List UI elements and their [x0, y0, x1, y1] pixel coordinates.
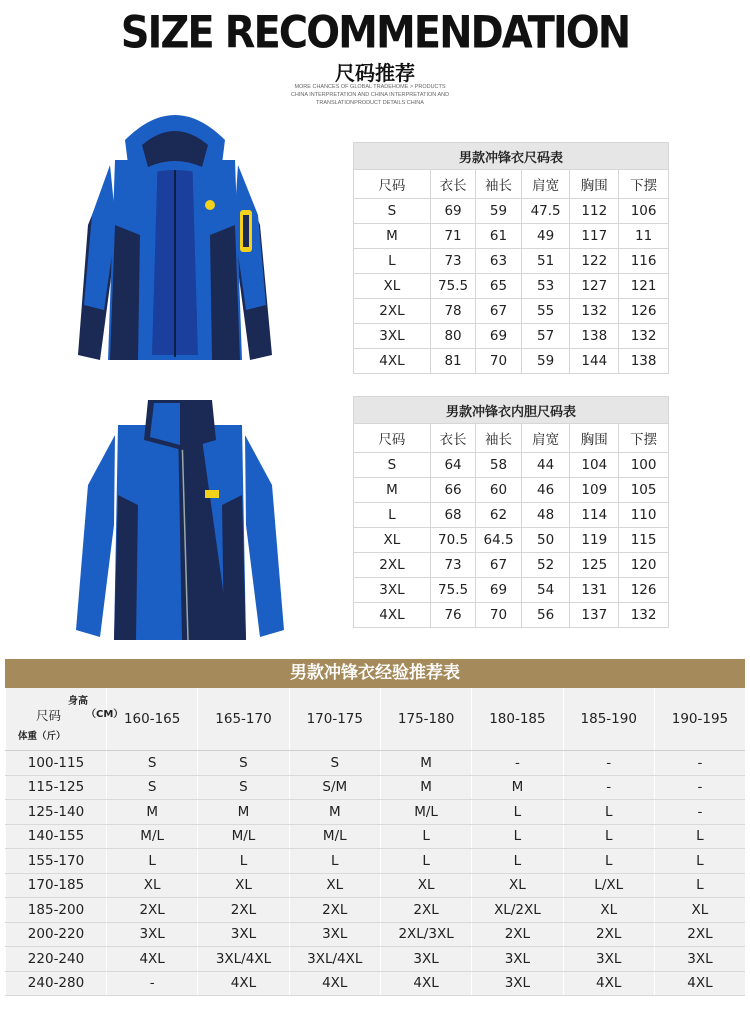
- table-row: [354, 578, 669, 603]
- table-cell: 52: [521, 553, 570, 578]
- size-cell: XL: [380, 873, 471, 898]
- size-cell: 4XL: [563, 971, 654, 996]
- size-cell: L: [563, 849, 654, 874]
- size-cell: 2XL: [380, 898, 471, 923]
- table-cell: 104: [570, 453, 619, 478]
- table-cell: 114: [570, 503, 619, 528]
- table-cell: 58: [476, 453, 521, 478]
- table-row: [354, 249, 669, 274]
- table-cell: 67: [476, 299, 521, 324]
- table-row: [354, 324, 669, 349]
- size-cell: L: [654, 849, 745, 874]
- recommend-row: [6, 873, 746, 898]
- size-cell: M/L: [289, 824, 380, 849]
- table-cell: 66: [430, 478, 475, 503]
- table-cell: 70.5: [430, 528, 475, 553]
- table-cell: 51: [521, 249, 570, 274]
- table-cell: 67: [476, 553, 521, 578]
- table-row: [354, 349, 669, 374]
- table-cell: 68: [430, 503, 475, 528]
- size-cell: -: [563, 775, 654, 800]
- table-cell: 46: [521, 478, 570, 503]
- recommend-table: [5, 688, 745, 996]
- weight-cell: 185-200: [6, 898, 107, 923]
- size-cell: XL: [107, 873, 198, 898]
- recommend-row: [6, 800, 746, 825]
- table-cell: 55: [521, 299, 570, 324]
- table-cell: 73: [430, 249, 475, 274]
- table-cell: 60: [476, 478, 521, 503]
- table-cell: S: [354, 199, 431, 224]
- size-cell: 4XL: [380, 971, 471, 996]
- size-cell: M: [198, 800, 289, 825]
- size-cell: L: [472, 800, 563, 825]
- table-cell: 112: [570, 199, 619, 224]
- table-cell: 75.5: [430, 274, 475, 299]
- table-cell: 65: [476, 274, 521, 299]
- header-cell: 下摆: [619, 424, 669, 453]
- weight-cell: 115-125: [6, 775, 107, 800]
- size-cell: 3XL: [107, 922, 198, 947]
- page-title: SIZE RECOMMENDATION: [120, 7, 630, 59]
- table-cell: L: [354, 249, 431, 274]
- recommend-row: [6, 898, 746, 923]
- table-cell: 80: [430, 324, 475, 349]
- weight-cell: 170-185: [6, 873, 107, 898]
- table-cell: 110: [619, 503, 669, 528]
- weight-cell: 220-240: [6, 947, 107, 972]
- table-header-row: [354, 424, 669, 453]
- size-cell: M: [289, 800, 380, 825]
- fleece-jacket-image: [70, 395, 290, 645]
- table-cell: 116: [619, 249, 669, 274]
- size-cell: L: [107, 849, 198, 874]
- table-cell: 56: [521, 603, 570, 628]
- table-cell: 69: [430, 199, 475, 224]
- table-cell: 109: [570, 478, 619, 503]
- size-cell: XL: [654, 898, 745, 923]
- size-cell: L: [380, 824, 471, 849]
- corner-cell: [6, 688, 124, 751]
- size-cell: L/XL: [563, 873, 654, 898]
- size-cell: 2XL: [198, 898, 289, 923]
- height-header-cell: 190-195: [654, 688, 745, 751]
- table-cell: 125: [570, 553, 619, 578]
- table-cell: 64.5: [476, 528, 521, 553]
- recommend-row: [6, 775, 746, 800]
- table-cell: 57: [521, 324, 570, 349]
- weight-cell: 240-280: [6, 971, 107, 996]
- table-cell: 73: [430, 553, 475, 578]
- size-cell: L: [654, 873, 745, 898]
- height-header-cell: 180-185: [472, 688, 563, 751]
- table-cell: 69: [476, 578, 521, 603]
- table-cell: 105: [619, 478, 669, 503]
- table-cell: 76: [430, 603, 475, 628]
- size-cell: -: [654, 751, 745, 776]
- jacket-size-table: [353, 142, 669, 374]
- size-cell: 4XL: [198, 971, 289, 996]
- size-cell: 3XL/4XL: [198, 947, 289, 972]
- header-cell: 胸围: [570, 424, 619, 453]
- height-header-cell: 160-165: [107, 688, 198, 751]
- table-cell: 2XL: [354, 299, 431, 324]
- size-cell: XL/2XL: [472, 898, 563, 923]
- size-cell: S: [107, 775, 198, 800]
- size-cell: S: [107, 751, 198, 776]
- table-cell: S: [354, 453, 431, 478]
- size-cell: 2XL: [654, 922, 745, 947]
- table-row: [354, 199, 669, 224]
- size-cell: 2XL: [107, 898, 198, 923]
- table-cell: 126: [619, 578, 669, 603]
- table-cell: 71: [430, 224, 475, 249]
- table-cell: XL: [354, 528, 431, 553]
- table-cell: 11: [619, 224, 669, 249]
- table-cell: 121: [619, 274, 669, 299]
- size-cell: L: [289, 849, 380, 874]
- table-cell: 61: [476, 224, 521, 249]
- size-cell: 3XL/4XL: [289, 947, 380, 972]
- header-cell: 衣长: [430, 170, 475, 199]
- weight-cell: 155-170: [6, 849, 107, 874]
- table-cell: 81: [430, 349, 475, 374]
- size-cell: -: [654, 775, 745, 800]
- header-note-line: TRANSLATIONPRODUCT DETAILS CHINA: [316, 100, 424, 106]
- header-cell: 衣长: [430, 424, 475, 453]
- header-cell: 胸围: [570, 170, 619, 199]
- size-cell: L: [563, 800, 654, 825]
- recommend-row: [6, 922, 746, 947]
- size-cell: XL: [563, 898, 654, 923]
- height-unit: （CM）: [86, 709, 124, 720]
- weight-cell: 125-140: [6, 800, 107, 825]
- table-cell: 78: [430, 299, 475, 324]
- table-cell: 70: [476, 603, 521, 628]
- size-cell: -: [472, 751, 563, 776]
- table-cell: 119: [570, 528, 619, 553]
- table-cell: 59: [521, 349, 570, 374]
- size-cell: 4XL: [654, 971, 745, 996]
- size-cell: 3XL: [380, 947, 471, 972]
- table-cell: 53: [521, 274, 570, 299]
- header-note-line: MORE CHANCES OF GLOBAL TRADEHOME > PRODUCTS: [294, 84, 446, 90]
- table-cell: M: [354, 224, 431, 249]
- table-cell: 127: [570, 274, 619, 299]
- size-cell: -: [563, 751, 654, 776]
- size-cell: 3XL: [472, 971, 563, 996]
- table-cell: 132: [619, 324, 669, 349]
- size-cell: 3XL: [654, 947, 745, 972]
- table-cell: 132: [619, 603, 669, 628]
- table-cell: 132: [570, 299, 619, 324]
- table-cell: 64: [430, 453, 475, 478]
- table-row: [354, 478, 669, 503]
- weight-label: 体重（斤）: [18, 731, 66, 742]
- table-cell: 69: [476, 324, 521, 349]
- size-cell: S/M: [289, 775, 380, 800]
- table-cell: 126: [619, 299, 669, 324]
- recommend-row: [6, 751, 746, 776]
- hooded-jacket-image: [70, 105, 280, 375]
- table-row: [354, 299, 669, 324]
- liner-size-table: [353, 396, 669, 628]
- size-cell: M: [107, 800, 198, 825]
- size-cell: XL: [289, 873, 380, 898]
- table-cell: 106: [619, 199, 669, 224]
- table-cell: 122: [570, 249, 619, 274]
- weight-cell: 200-220: [6, 922, 107, 947]
- table-cell: 70: [476, 349, 521, 374]
- size-cell: 2XL: [289, 898, 380, 923]
- header-cell: 下摆: [619, 170, 669, 199]
- header-note: [270, 83, 470, 107]
- table-cell: 47.5: [521, 199, 570, 224]
- table-cell: 54: [521, 578, 570, 603]
- table-row: [354, 503, 669, 528]
- table-cell: 49: [521, 224, 570, 249]
- size-cell: 4XL: [107, 947, 198, 972]
- table-row: [354, 274, 669, 299]
- size-cell: 4XL: [289, 971, 380, 996]
- size-cell: M: [380, 775, 471, 800]
- table-cell: 144: [570, 349, 619, 374]
- height-label: 身高: [68, 696, 88, 707]
- recommend-header-row: [6, 688, 746, 751]
- table-cell: 131: [570, 578, 619, 603]
- table-row: [354, 453, 669, 478]
- height-header-cell: 170-175: [289, 688, 380, 751]
- size-cell: 2XL/3XL: [380, 922, 471, 947]
- size-cell: 3XL: [289, 922, 380, 947]
- header-cell: 袖长: [476, 170, 521, 199]
- table-cell: 4XL: [354, 349, 431, 374]
- size-cell: -: [654, 800, 745, 825]
- height-header-cell: 165-170: [198, 688, 289, 751]
- size-cell: M/L: [107, 824, 198, 849]
- table-cell: 63: [476, 249, 521, 274]
- size-cell: L: [472, 849, 563, 874]
- size-cell: L: [380, 849, 471, 874]
- table-cell: 137: [570, 603, 619, 628]
- size-cell: 3XL: [472, 947, 563, 972]
- table-row: [354, 553, 669, 578]
- size-cell: S: [289, 751, 380, 776]
- weight-cell: 140-155: [6, 824, 107, 849]
- header-cell: 袖长: [476, 424, 521, 453]
- size-cell: 2XL: [563, 922, 654, 947]
- recommend-row: [6, 849, 746, 874]
- size-cell: XL: [198, 873, 289, 898]
- size-cell: 2XL: [472, 922, 563, 947]
- table-cell: 138: [570, 324, 619, 349]
- size-cell: -: [107, 971, 198, 996]
- table-cell: 50: [521, 528, 570, 553]
- table-cell: 115: [619, 528, 669, 553]
- weight-cell: 100-115: [6, 751, 107, 776]
- header-cell: 肩宽: [521, 424, 570, 453]
- size-cell: S: [198, 751, 289, 776]
- size-cell: M: [472, 775, 563, 800]
- table-cell: 59: [476, 199, 521, 224]
- size-cell: L: [654, 824, 745, 849]
- size-cell: M/L: [380, 800, 471, 825]
- height-header-cell: 175-180: [380, 688, 471, 751]
- table-row: [354, 224, 669, 249]
- header-note-line: CHINA INTERPRETATION AND CHINA INTERPRETATION AND: [290, 92, 450, 98]
- table-cell: 100: [619, 453, 669, 478]
- table-header-row: [354, 170, 669, 199]
- table-cell: 48: [521, 503, 570, 528]
- table-cell: 2XL: [354, 553, 431, 578]
- recommend-row: [6, 947, 746, 972]
- table-caption: 男款冲锋衣内胆尺码表: [354, 397, 669, 424]
- size-cell: L: [198, 849, 289, 874]
- size-cell: XL: [472, 873, 563, 898]
- size-cell: M/L: [198, 824, 289, 849]
- table-cell: 4XL: [354, 603, 431, 628]
- table-cell: 3XL: [354, 578, 431, 603]
- table-cell: L: [354, 503, 431, 528]
- size-label: 尺码: [36, 708, 62, 723]
- table-cell: 120: [619, 553, 669, 578]
- table-cell: 138: [619, 349, 669, 374]
- table-cell: M: [354, 478, 431, 503]
- size-cell: S: [198, 775, 289, 800]
- header-cell: 肩宽: [521, 170, 570, 199]
- recommend-row: [6, 824, 746, 849]
- table-cell: 62: [476, 503, 521, 528]
- table-cell: 75.5: [430, 578, 475, 603]
- recommend-row: [6, 971, 746, 996]
- table-cell: 44: [521, 453, 570, 478]
- table-row: [354, 528, 669, 553]
- header-cell: 尺码: [354, 424, 431, 453]
- size-cell: L: [563, 824, 654, 849]
- size-cell: L: [472, 824, 563, 849]
- recommend-title-bar: 男款冲锋衣经验推荐表: [5, 659, 745, 688]
- page-subtitle: 尺码推荐: [335, 61, 415, 85]
- size-cell: 3XL: [563, 947, 654, 972]
- table-cell: 117: [570, 224, 619, 249]
- table-caption: 男款冲锋衣尺码表: [354, 143, 669, 170]
- height-header-cell: 185-190: [563, 688, 654, 751]
- table-cell: XL: [354, 274, 431, 299]
- header-cell: 尺码: [354, 170, 431, 199]
- size-cell: 3XL: [198, 922, 289, 947]
- size-cell: M: [380, 751, 471, 776]
- table-row: [354, 603, 669, 628]
- table-cell: 3XL: [354, 324, 431, 349]
